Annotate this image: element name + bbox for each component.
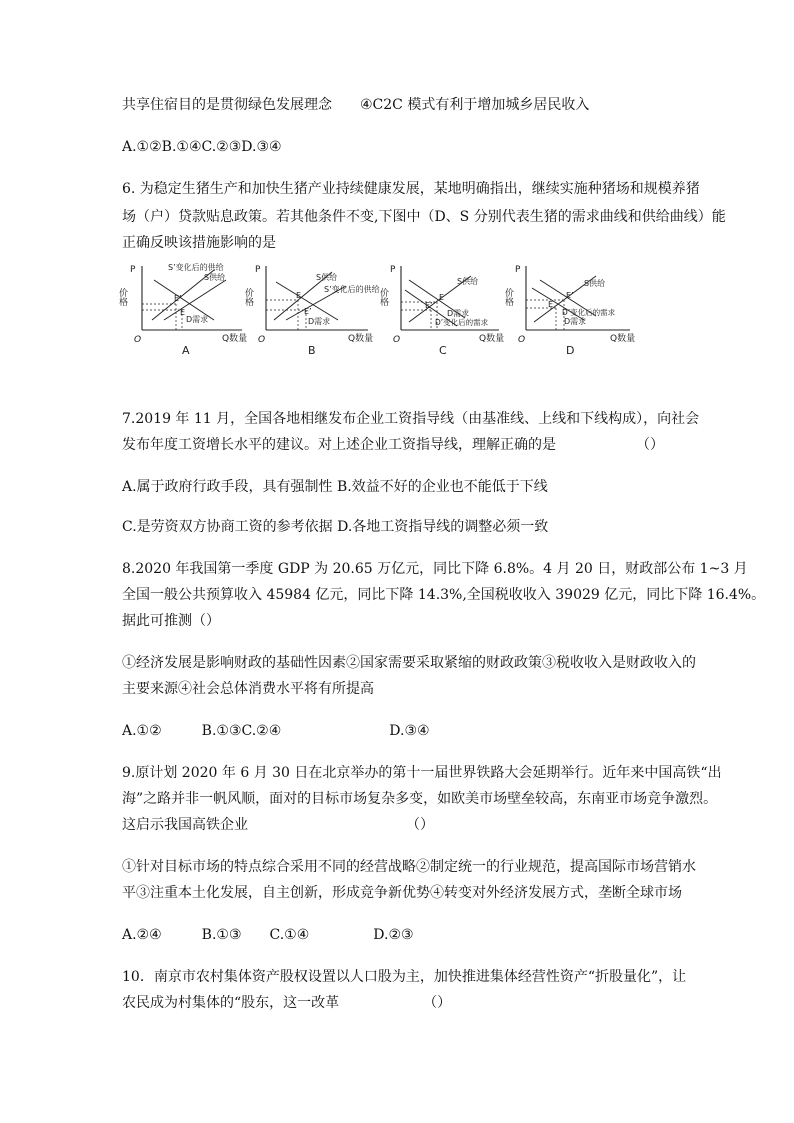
q10-stem-text: 农民成为村集体的“股东，这一改革 xyxy=(122,995,340,1011)
q9-answer-choices xyxy=(122,926,414,944)
q10-stem-line-2 xyxy=(122,994,451,1012)
q8-stem-line-1: 8.2020 年我国第一季度 GDP 为 20.65 万亿元，同比下降 6.8%。4 月 20 日，财政部公布 1~3 月 xyxy=(122,561,748,577)
graph-b-e2-label: E’ xyxy=(304,307,312,316)
graph-b xyxy=(243,258,387,362)
graph-d-origin: O xyxy=(518,335,526,345)
graph-b-e-label: E xyxy=(296,291,302,300)
q8-option-bc: B.①③C.②④ xyxy=(201,723,282,739)
graph-d-e2-label: E’ xyxy=(566,291,574,300)
graph-b-s-label: S供给 xyxy=(316,273,338,282)
graph-a-e2-label: E’ xyxy=(174,294,182,303)
q9-statements-line-2: 平③注重本土化发展，自主创新，形成竞争新优势④转变对外经济发展方式，垄断全球市场 xyxy=(122,885,682,901)
q9-stem-line-2: 海”之路并非一帆风顺，面对的目标市场复杂多变，如欧美市场壁垒较高，东南亚市场竞争激烈。 xyxy=(122,791,718,807)
q9-answer-blank: （） xyxy=(406,817,434,833)
graph-c-d2-label: D’变化后的需求 xyxy=(435,318,489,327)
graph-a-origin: O xyxy=(134,335,142,345)
graph-c-q-label: Q数量 xyxy=(479,334,505,344)
q6-graph-figures xyxy=(117,258,642,362)
q6-stem-line-2: 场（户）贷款贴息政策。若其他条件不变,下图中（D、S 分别代表生猪的需求曲线和供给曲线）能 xyxy=(122,209,726,225)
q6-stem-line-1: 6. 为稳定生猪生产和加快生猪产业持续健康发展，某地明确指出，继续实施种猪场和规模养猪 xyxy=(122,181,700,197)
q8-statements-line-2: 主要来源④社会总体消费水平将有所提高 xyxy=(122,681,374,697)
q9-stem-line-1: 9.原计划 2020 年 6 月 30 日在北京举办的第十一届世界铁路大会延期举行。近年来中国高铁“出 xyxy=(122,765,722,781)
graph-d-letter: D xyxy=(566,344,575,357)
q8-stem-line-2: 全国一般公共预算收入 45984 亿元，同比下降 14.3%,全国税收收入 39029 亿元，同比下降 16.4%。 xyxy=(122,587,766,603)
q8-option-d: D.③④ xyxy=(389,723,430,739)
q6-stem-line-3: 正确反映该措施影响的是 xyxy=(122,235,276,251)
graph-c-p-label: P xyxy=(390,265,396,275)
graph-b-origin: O xyxy=(258,335,266,345)
q7-stem-text: 发布年度工资增长水平的建议。对上述企业工资指导线，理解正确的是 xyxy=(122,437,556,453)
graph-d-p-label: P xyxy=(515,265,521,275)
q8-statements-line-1: ①经济发展是影响财政的基础性因素②国家需要采取紧缩的财政政策③税收收入是财政收入的 xyxy=(122,655,696,671)
q9-option-b: B.①③ xyxy=(201,927,242,943)
graph-d-q-label: Q数量 xyxy=(610,334,636,344)
q7-stem-line-2 xyxy=(122,436,664,454)
q7-stem-line-1: 7.2019 年 11 月，全国各地相继发布企业工资指导线（由基准线、上线和下线构成），向社会 xyxy=(122,411,700,427)
graph-d-price-label: 价格 xyxy=(503,288,513,306)
graph-c-letter: C xyxy=(439,344,447,357)
q7-options-cd: C.是劳资双方协商工资的参考依据 D.各地工资指导线的调整必须一致 xyxy=(122,519,549,535)
graph-b-q-label: Q数量 xyxy=(348,334,374,344)
q5-statement-3: 共享住宿目的是贯彻绿色发展理念 xyxy=(122,97,332,113)
graph-d-d-label: D需求 xyxy=(564,317,587,326)
q9-stem-line-3 xyxy=(122,816,434,834)
q9-option-d: D.②③ xyxy=(373,927,414,943)
q7-options-ab: A.属于政府行政手段，具有强制性 B.效益不好的企业也不能低于下线 xyxy=(122,479,548,495)
q9-option-a: A.②④ xyxy=(122,927,162,943)
q10-stem-line-1: 10．南京市农村集体资产股权设置以人口股为主，加快推进集体经营性资产“折股量化”，让 xyxy=(122,969,687,985)
graph-d xyxy=(503,258,642,362)
graph-c-origin: O xyxy=(393,335,401,345)
graph-a-s-label: S供给 xyxy=(204,273,226,282)
graph-b-price-label: 价格 xyxy=(243,288,253,306)
graph-c-d-label: D需求 xyxy=(447,309,470,318)
q9-stem-text: 这启示我国高铁企业 xyxy=(122,817,248,833)
q7-answer-blank: （） xyxy=(636,437,664,453)
graph-d-d2-label: D’变化后的需求 xyxy=(562,308,616,317)
graph-b-letter: B xyxy=(308,344,316,357)
graph-a-letter: A xyxy=(182,344,190,357)
q10-answer-blank: （） xyxy=(423,995,452,1011)
graph-c-e2-label: E’ xyxy=(425,301,433,310)
q5-answer-choices: A.①②B.①④C.②③D.③④ xyxy=(122,139,282,155)
q9-statements-line-1: ①针对目标市场的特点综合采用不同的经营战略②制定统一的行业规范，提高国际市场营销水 xyxy=(122,859,696,875)
graph-a-e-label: E xyxy=(180,308,186,317)
graph-c xyxy=(378,258,512,362)
q8-stem-line-3: 据此可推测（） xyxy=(122,613,220,629)
q8-answer-choices xyxy=(122,722,430,740)
graph-c-e-label: E xyxy=(439,293,445,302)
graph-b-d-label: D需求 xyxy=(308,317,331,326)
graph-a-q-label: Q数量 xyxy=(222,334,248,344)
q5-option-line xyxy=(122,96,589,114)
graph-a-p-label: P xyxy=(130,265,136,275)
graph-c-price-label: 价格 xyxy=(378,288,388,306)
graph-d-e-label: E xyxy=(548,300,554,309)
q9-option-c: C.①④ xyxy=(269,927,310,943)
graph-a-d-label: D需求 xyxy=(186,315,209,324)
graph-d-s-label: S供给 xyxy=(584,279,606,288)
graph-a-s2-label: S’变化后的供给 xyxy=(168,263,224,272)
graph-a xyxy=(117,258,252,362)
q8-option-a: A.①② xyxy=(122,723,162,739)
graph-a-price-label: 价格 xyxy=(117,288,127,306)
q5-statement-4: ④C2C 模式有利于增加城乡居民收入 xyxy=(360,97,590,113)
graph-b-p-label: P xyxy=(255,265,261,275)
graph-c-s-label: S供给 xyxy=(457,277,479,286)
graph-b-s2-label: S’变化后的供给 xyxy=(324,285,380,294)
